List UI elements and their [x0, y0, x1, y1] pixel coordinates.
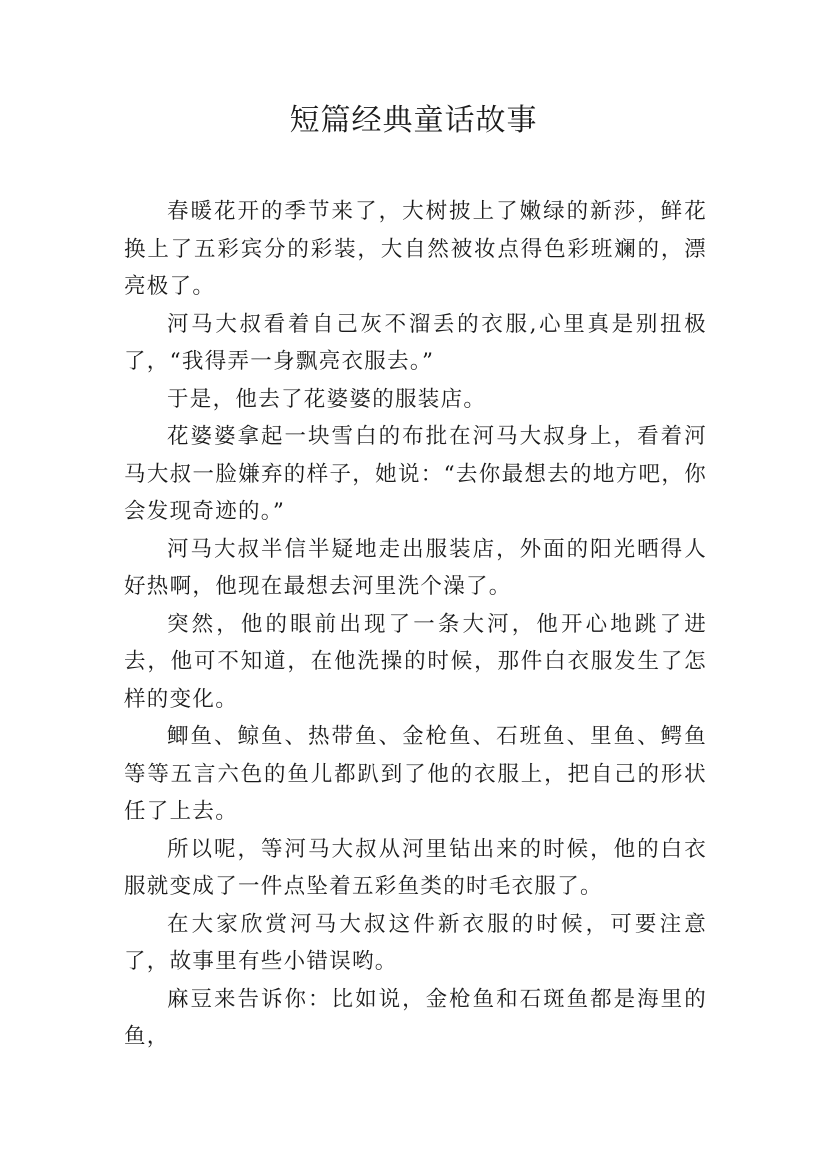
- paragraph-10: 麻豆来告诉你：比如说，金枪鱼和石斑鱼都是海里的鱼，: [124, 986, 707, 1049]
- paragraph-8: 所以呢，等河马大叔从河里钻出来的时候，他的白衣服就变成了一件点坠着五彩鱼类的时毛衣服了。: [124, 836, 707, 899]
- paragraph-6: 突然，他的眼前出现了一条大河，他开心地跳了进去，他可不知道，在他洗操的时候，那件白衣服发生了怎样的变化。: [124, 611, 707, 712]
- paragraph-9: 在大家欣赏河马大叔这件新衣服的时候，可要注意了，故事里有些小错误哟。: [124, 911, 707, 974]
- paragraph-3: 于是，他去了花婆婆的服装店。: [167, 386, 487, 412]
- paragraph-1: 春暖花开的季节来了，大树披上了嫩绿的新莎，鲜花换上了五彩宾分的彩装，大自然被妆点得色彩班斓的，漂亮极了。: [124, 199, 707, 299]
- paragraph-2: 河马大叔看着自己灰不溜丢的衣服,心里真是别扭极了，“我得弄一身飘亮衣服去。”: [124, 311, 707, 374]
- paragraph-5: 河马大叔半信半疑地走出服装店，外面的阳光晒得人好热啊，他现在最想去河里洗个澡了。: [124, 536, 707, 599]
- paragraph-4: 花婆婆拿起一块雪白的布批在河马大叔身上，看着河马大叔一脸嫌弃的样子，她说：“去你最想去的地方吧，你会发现奇迹的。”: [124, 424, 707, 524]
- page-title: 短篇经典童话故事: [289, 103, 538, 138]
- paragraph-7: 鲫鱼、鲸鱼、热带鱼、金枪鱼、石班鱼、里鱼、鳄鱼等等五言六色的鱼儿都趴到了他的衣服上，把自己的形状任了上去。: [124, 724, 707, 824]
- story-body: [124, 193, 707, 1056]
